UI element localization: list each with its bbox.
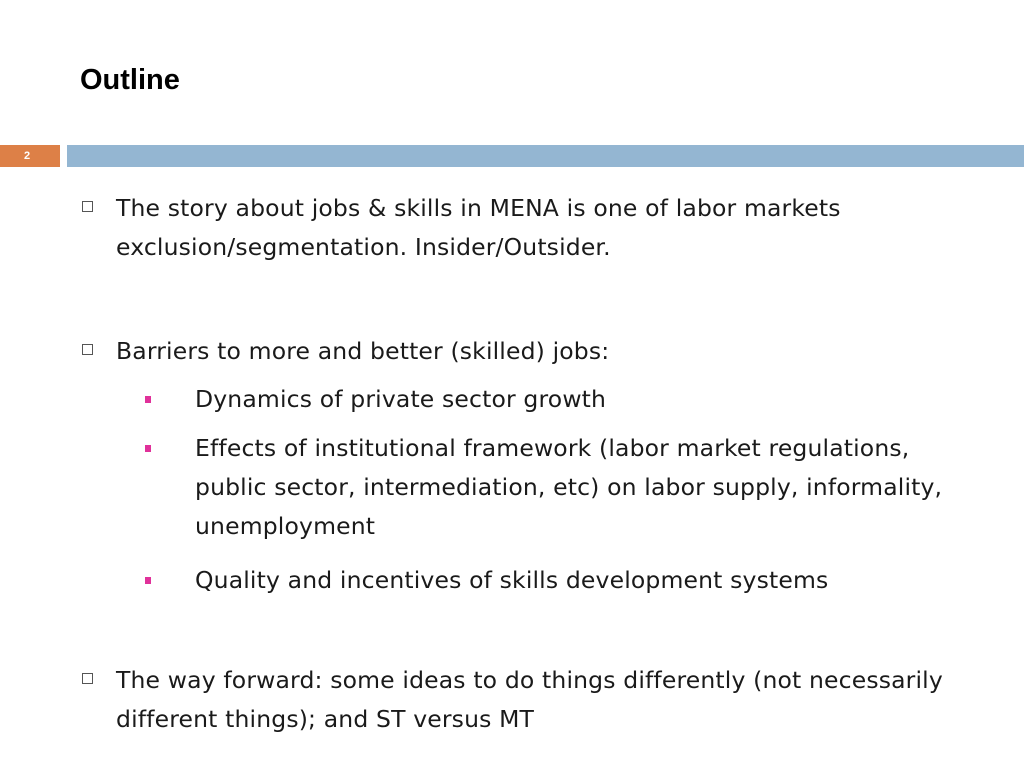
sub-bullet-text: Quality and incentives of skills development systems <box>195 566 829 594</box>
bullet-text: Barriers to more and better (skilled) jobs: <box>116 337 610 365</box>
page-number: 2 <box>23 150 31 162</box>
box-bullet-icon <box>82 201 93 212</box>
bullet-text: The way forward: some ideas to do things differently (not necessarily different things); and ST versus MT <box>116 666 943 733</box>
header-bar <box>0 145 1024 167</box>
sub-bullet-item <box>195 380 955 419</box>
page-number-box <box>0 145 60 167</box>
box-bullet-icon <box>82 673 93 684</box>
bullet-item <box>116 189 976 267</box>
square-bullet-icon <box>145 396 151 403</box>
sub-bullet-text: Dynamics of private sector growth <box>195 385 607 413</box>
box-bullet-icon <box>82 344 93 355</box>
bullet-item <box>116 332 976 371</box>
bullet-item <box>116 661 976 739</box>
accent-bar <box>67 145 1024 167</box>
square-bullet-icon <box>145 445 151 452</box>
sub-bullet-text: Effects of institutional framework (labor market regulations, public sector, intermediation, etc) on labor supply, informality, unemployment <box>195 434 943 540</box>
sub-bullet-item <box>195 429 955 546</box>
sub-bullet-item <box>195 561 955 600</box>
slide-title: Outline <box>80 64 180 96</box>
square-bullet-icon <box>145 577 151 584</box>
bullet-text: The story about jobs & skills in MENA is one of labor markets exclusion/segmentation. Insider/Outsider. <box>116 194 841 261</box>
